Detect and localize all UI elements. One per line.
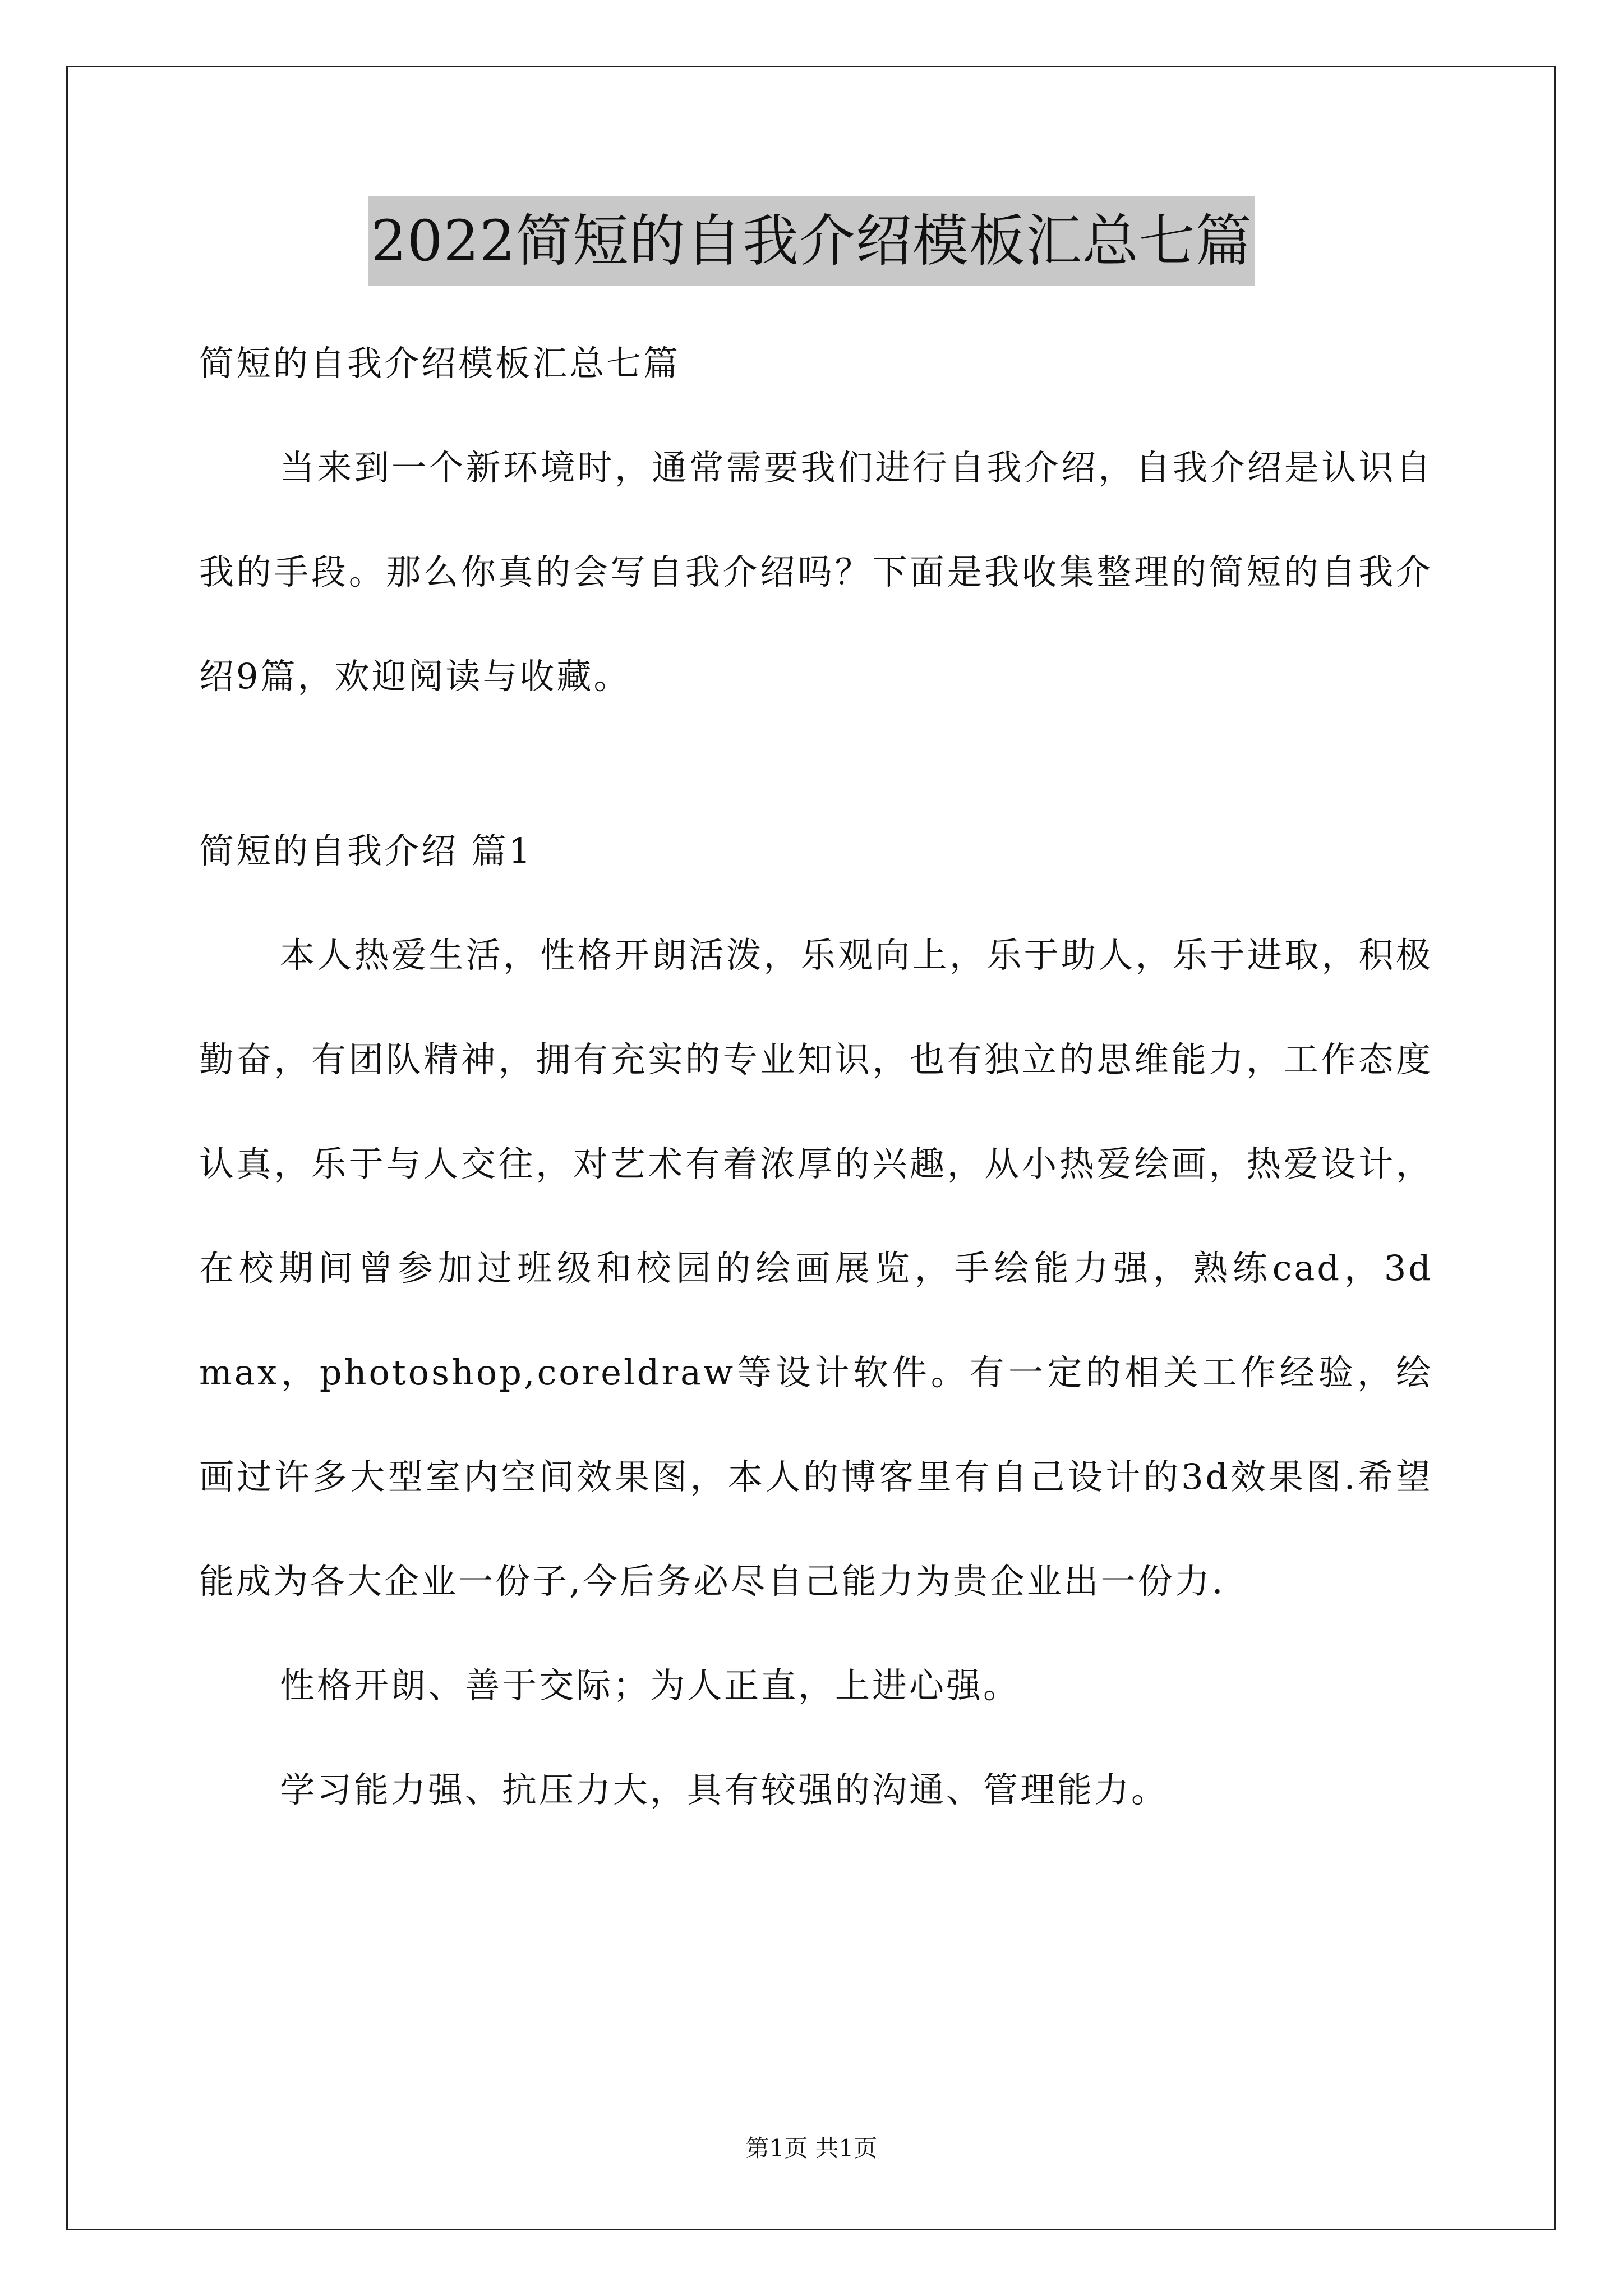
intro-paragraph: 当来到一个新环境时，通常需要我们进行自我介绍，自我介绍是认识自我的手段。那么你真的会写自我介绍吗？下面是我收集整理的简短的自我介绍9篇，欢迎阅读与收藏。	[199, 447, 1433, 697]
section-paragraph-1: 本人热爱生活，性格开朗活泼，乐观向上，乐于助人，乐于进取，积极勤奋，有团队精神，拥有充实的专业知识，也有独立的思维能力，工作态度认真，乐于与人交往，对艺术有着浓厚的兴趣，从小热爱绘画，热爱设计，在校期间曾参加过班级和校园的绘画展览，手绘能力强，熟练cad，3d max，photoshop,coreldraw等设计软件。有一定的相关工作经验，绘画过许多大型室内空间效果图，本人的博客里有自己设计的3d效果图.希望能成为各大企业一份子,今后务必尽自己能力为贵企业出一份力.	[199, 935, 1433, 1602]
section-gap	[199, 729, 1433, 799]
document-subtitle: 简短的自我介绍模板汇总七篇	[199, 343, 681, 384]
section-heading: 简短的自我介绍 篇1	[199, 830, 533, 871]
title-container	[0, 196, 1623, 286]
section-paragraph-2: 性格开朗、善于交际；为人正直，上进心强。	[280, 1665, 1021, 1706]
document-body	[199, 311, 1433, 1842]
page-footer: 第1页 共1页	[745, 2134, 878, 2162]
document-title: 2022简短的自我介绍模板汇总七篇	[368, 196, 1255, 286]
section-paragraph-3: 学习能力强、抗压力大，具有较强的沟通、管理能力。	[280, 1769, 1169, 1810]
